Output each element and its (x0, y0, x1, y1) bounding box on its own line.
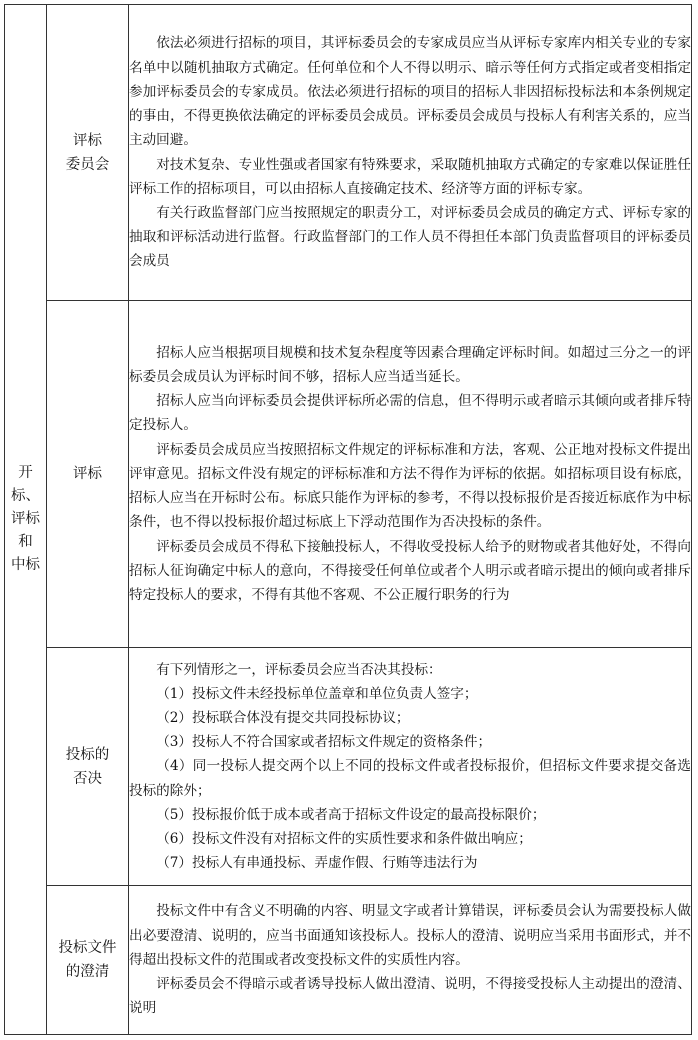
row-title-line: 委员会 (65, 156, 110, 173)
row-title-line: 评标 (73, 132, 102, 149)
category-cell (5, 5, 47, 1035)
paragraph: 评标委员会成员不得私下接触投标人，不得收受投标人给予的财物或者其他好处，不得向招标人征询确定中标人的意向，不得接受任何单位或者个人明示或者暗示提出的倾向或者排斥特定投标人的要求，不得有其他不客观、不公正履行职务的行为 (129, 538, 691, 603)
paragraph: 招标人应当根据项目规模和技术复杂程度等因素合理确定评标时间。如超过三分之一的评标委员会成员认为评标时间不够，招标人应当适当延长。 (129, 344, 691, 386)
category-line: 和 (18, 534, 33, 550)
paragraph: （6）投标文件没有对招标文件的实质性要求和条件做出响应； (156, 831, 532, 847)
row-title-line: 否决 (73, 770, 102, 787)
paragraph: 对技术复杂、专业性强或者国家有特殊要求，采取随机抽取方式确定的专家难以保证胜任评标工作的招标项目，可以由招标人直接确定技术、经济等方面的评标专家。 (129, 156, 691, 197)
category-line: 开标、 (11, 465, 40, 504)
paragraph: 依法必须进行招标的项目，其评标委员会的专家成员应当从评标专家库内相关专业的专家名单中以随机抽取方式确定。任何单位和个人不得以明示、暗示等任何方式指定或者变相指定参加评标委员会的专家成员。依法必须进行招标的项目的招标人非因招标投标法和本条例规定的事由，不得更换依法确定的评标委员会成员。评标委员会成员与投标人有利害关系的，应当主动回避。 (129, 35, 691, 149)
regulation-table (4, 4, 692, 1035)
paragraph: （1）投标文件未经投标单位盖章和单位负责人签字； (156, 685, 478, 702)
paragraph: （4）同一投标人提交两个以上不同的投标文件或者投标报价，但招标文件要求提交备选投标的除外； (129, 758, 691, 799)
paragraph: （5）投标报价低于成本或者高于招标文件设定的最高投标限价； (156, 806, 546, 823)
paragraph: 有关行政监督部门应当按照规定的职责分工，对评标委员会成员的确定方式、评标专家的抽取和评标活动进行监督。行政监督部门的工作人员不得担任本部门负责监督项目的评标委员会成员 (129, 204, 691, 270)
paragraph: 评标委员会不得暗示或者诱导投标人做出澄清、说明，不得接受投标人主动提出的澄清、说明 (129, 976, 691, 1017)
paragraph: （7）投标人有串通投标、弄虚作假、行贿等违法行为 (156, 855, 478, 872)
row-content-cell (129, 5, 692, 301)
paragraph: 评标委员会成员应当按照招标文件规定的评标标准和方法，客观、公正地对投标文件提出评审意见。招标文件没有规定的评标标准和方法不得作为评标的依据。如招标项目设有标底，招标人应当在开标时公布。标底只能作为评标的参考，不得以投标报价是否接近标底作为中标条件，也不得以投标报价超过标底上下浮动范围作为否决投标的条件。 (129, 441, 691, 531)
row-title-line: 投标的 (65, 746, 110, 763)
row-content-cell (129, 301, 692, 648)
paragraph: 有下列情形之一，评标委员会应当否决其投标： (156, 661, 442, 678)
paragraph: （3）投标人不符合国家或者招标文件规定的资格条件； (156, 734, 492, 751)
paragraph: 招标人应当向评标委员会提供评标所必需的信息，但不得明示或者暗示其倾向或者排斥特定投标人。 (129, 393, 691, 434)
category-line: 中标 (11, 557, 40, 573)
row-content-cell (129, 886, 692, 1035)
paragraph: （2）投标联合体没有提交共同投标协议； (156, 709, 410, 726)
row-title-cell (47, 301, 129, 648)
table-row (5, 648, 692, 886)
table-row (5, 301, 692, 648)
row-title-cell (47, 886, 129, 1035)
row-content-cell (129, 648, 692, 886)
row-title-line: 评标 (73, 466, 102, 482)
table-row (5, 886, 692, 1035)
category-line: 评标 (11, 511, 40, 527)
row-title-cell (47, 648, 129, 886)
row-title-cell (47, 5, 129, 301)
table-row (5, 5, 692, 301)
paragraph: 投标文件中有含义不明确的内容、明显文字或者计算错误，评标委员会认为需要投标人做出必要澄清、说明的，应当书面通知该投标人。投标人的澄清、说明应当采用书面形式，并不得超出投标文件的范围或者改变投标文件的实质性内容。 (129, 903, 691, 968)
row-title-line: 的澄清 (65, 964, 110, 980)
row-title-line: 投标文件 (58, 940, 117, 956)
